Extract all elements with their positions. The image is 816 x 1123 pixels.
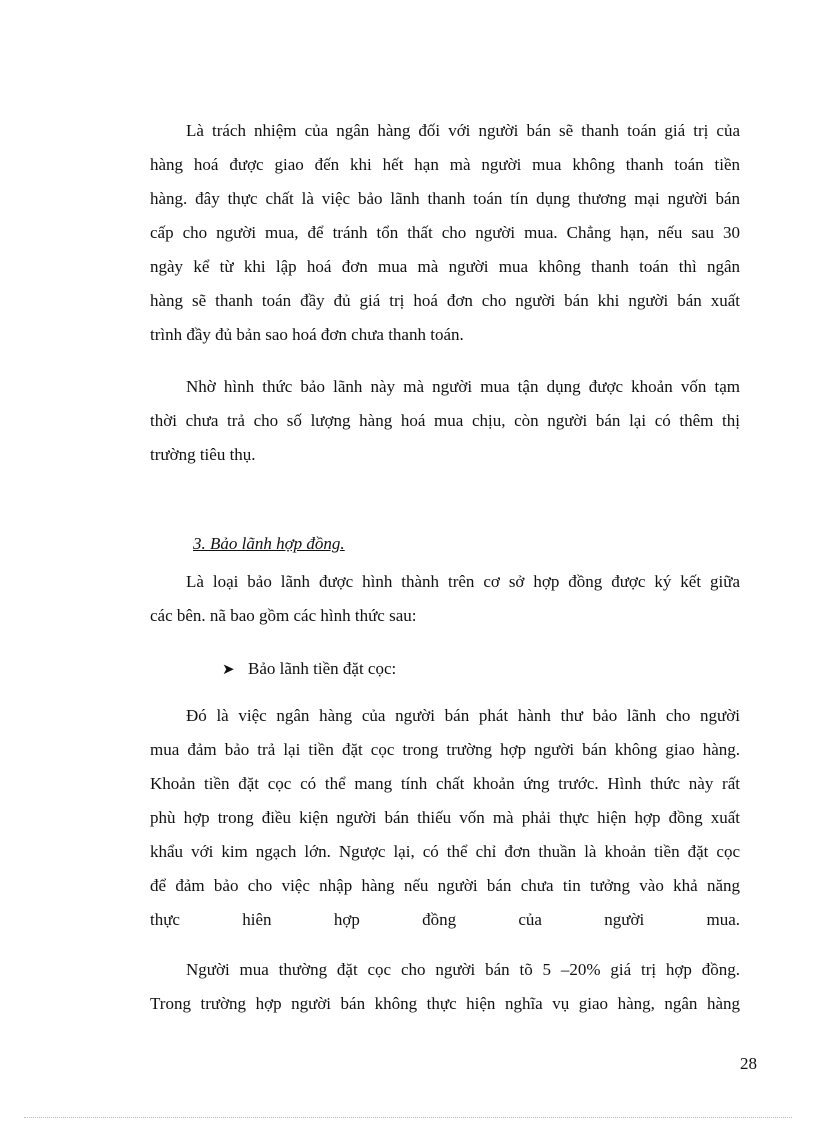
text-line: thời chưa trả cho số lượng hàng hoá mua chịu, còn người bán lại có thêm thị (150, 411, 740, 430)
text-line: Khoản tiền đặt cọc có thể mang tính chất khoản ứng trước. Hình thức này rất (150, 774, 740, 793)
section-heading: 3. Bảo lãnh hợp đồng. (193, 534, 345, 553)
text-line: phù hợp trong điều kiện người bán thiếu vốn mà phải thực hiện hợp đồng xuất (150, 808, 740, 827)
paragraph-buyer-benefit (150, 370, 740, 472)
bullet-item (222, 652, 396, 687)
text-line: Là loại bảo lãnh được hình thành trên cơ sở hợp đồng được ký kết giữa (186, 572, 740, 591)
bullet-text: Bảo lãnh tiền đặt cọc: (248, 659, 397, 678)
text-line: hàng hoá được giao đến khi hết hạn mà người mua không thanh toán tiền (150, 155, 740, 174)
text-line: thực hiên hợp đồng của người mua. (150, 910, 740, 929)
text-line: Đó là việc ngân hàng của người bán phát hành thư bảo lãnh cho người (186, 706, 740, 725)
text-line: Là trách nhiệm của ngân hàng đối với người bán sẽ thanh toán giá trị của (186, 121, 740, 140)
text-line: khẩu với kim ngạch lớn. Ngược lại, có thể chỉ đơn thuần là khoản tiền đặt cọc (150, 842, 740, 861)
paragraph-contract-guarantee (150, 565, 740, 633)
paragraph-guarantee-responsibility (150, 114, 740, 352)
text-line: hàng. đây thực chất là việc bảo lãnh thanh toán tín dụng thương mại người bán (150, 189, 740, 208)
text-line: ngày kể từ khi lập hoá đơn mua mà người mua không thanh toán thì ngân (150, 257, 740, 276)
text-line: trình đầy đủ bản sao hoá đơn chưa thanh toán. (150, 325, 464, 344)
paragraph-deposit-guarantee (150, 699, 740, 937)
arrow-bullet-icon: ➤ (222, 662, 235, 678)
text-line: Nhờ hình thức bảo lãnh này mà người mua tận dụng được khoản vốn tạm (186, 377, 740, 396)
text-line: các bên. nã bao gồm các hình thức sau: (150, 606, 417, 625)
text-line: Trong trường hợp người bán không thực hiện nghĩa vụ giao hàng, ngân hàng (150, 994, 740, 1013)
text-line: mua đảm bảo trả lại tiền đặt cọc trong trường hợp người bán không giao hàng. (150, 740, 740, 759)
paragraph-deposit-rate (150, 953, 740, 1021)
page-number: 28 (740, 1054, 757, 1073)
text-line: hàng sẽ thanh toán đầy đủ giá trị hoá đơn cho người bán khi người bán xuất (150, 291, 740, 310)
footer-divider (24, 1117, 792, 1118)
text-line: để đảm bảo cho việc nhập hàng nếu người bán chưa tin tưởng vào khả năng (150, 876, 740, 895)
text-line: cấp cho người mua, để tránh tổn thất cho người mua. Chẳng hạn, nếu sau 30 (150, 223, 740, 242)
text-line: trường tiêu thụ. (150, 445, 256, 464)
text-line: Người mua thường đặt cọc cho người bán tõ 5 –20% giá trị hợp đồng. (186, 960, 740, 979)
